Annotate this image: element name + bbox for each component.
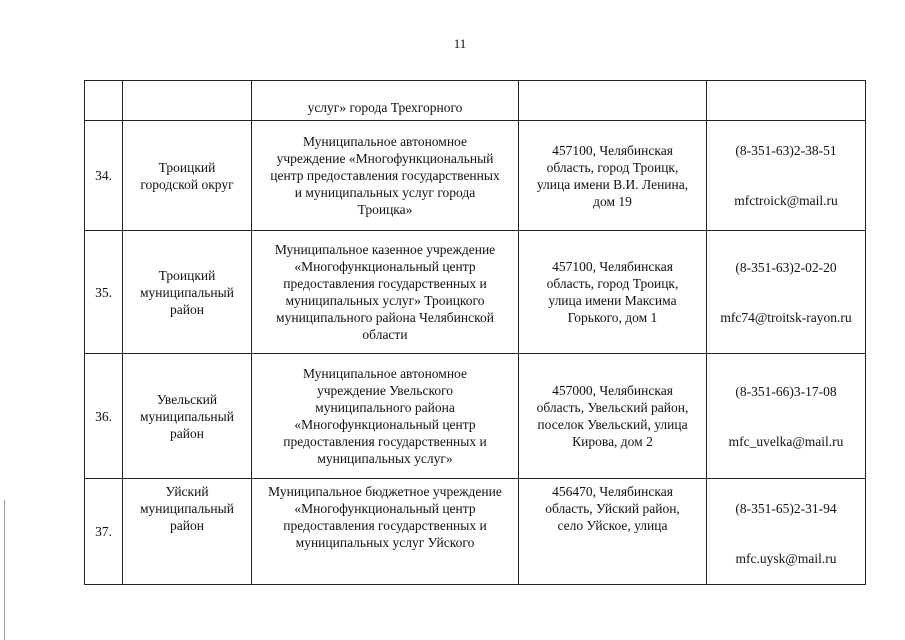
email-address: mfc_uvelka@mail.ru [728, 433, 844, 449]
table-row-continuation [85, 81, 866, 121]
email-address: mfctroick@mail.ru [734, 193, 838, 208]
cell-district [123, 81, 252, 121]
phone-number: (8-351-65)2-31-94 [735, 501, 837, 516]
cell-contacts [707, 231, 866, 354]
mfc-table [84, 80, 866, 585]
table-row [85, 121, 866, 231]
cell-contacts [707, 121, 866, 231]
cell-num: 36. [85, 354, 123, 479]
table-row [85, 354, 866, 479]
cell-contacts [707, 354, 866, 479]
phone-number: (8-351-66)3-17-08 [735, 383, 837, 399]
cell-num: 34. [85, 121, 123, 231]
cell-district: Увельский муниципальный район [123, 354, 252, 479]
cell-address: 457100, Челябинская область, город Троицк, улица имени В.И. Ленина, дом 19 [519, 121, 707, 231]
cell-num: 35. [85, 231, 123, 354]
cell-num [85, 81, 123, 121]
phone-number: (8-351-63)2-02-20 [735, 259, 837, 275]
cell-org: Муниципальное автономное учреждение «Многофункциональный центр предоставления государственных и муниципальных услуг города Троицка» [252, 121, 519, 231]
cell-district: Уйский муниципальный район [123, 479, 252, 585]
cell-district: Троицкий городской округ [123, 121, 252, 231]
cell-address: 456470, Челябинская область, Уйский район, село Уйское, улица [519, 479, 707, 585]
cell-org: Муниципальное казенное учреждение «Многофункциональный центр предоставления государственных и муниципальных услуг» Троицкого муниципального района Челябинской области [252, 231, 519, 354]
email-address: mfc.uysk@mail.ru [735, 551, 837, 566]
table-row [85, 479, 866, 585]
cell-contacts [707, 479, 866, 585]
cell-address: 457000, Челябинская область, Увельский район, поселок Увельский, улица Кирова, дом 2 [519, 354, 707, 479]
table-row [85, 231, 866, 354]
scan-margin-line [4, 500, 5, 640]
cell-address: 457100, Челябинская область, город Троицк, улица имени Максима Горького, дом 1 [519, 231, 707, 354]
phone-number: (8-351-63)2-38-51 [735, 143, 837, 158]
email-address: mfc74@troitsk-rayon.ru [720, 309, 852, 325]
cell-address [519, 81, 707, 121]
cell-district: Троицкий муниципальный район [123, 231, 252, 354]
cell-org: услуг» города Трехгорного [252, 81, 519, 121]
cell-contacts [707, 81, 866, 121]
cell-num: 37. [85, 479, 123, 585]
cell-org: Муниципальное бюджетное учреждение «Многофункциональный центр предоставления государственных и муниципальных услуг Уйского [252, 479, 519, 585]
page-number: 11 [453, 36, 467, 51]
cell-org: Муниципальное автономное учреждение Увельского муниципального района «Многофункциональный центр предоставления государственных и муниципальных услуг» [252, 354, 519, 479]
